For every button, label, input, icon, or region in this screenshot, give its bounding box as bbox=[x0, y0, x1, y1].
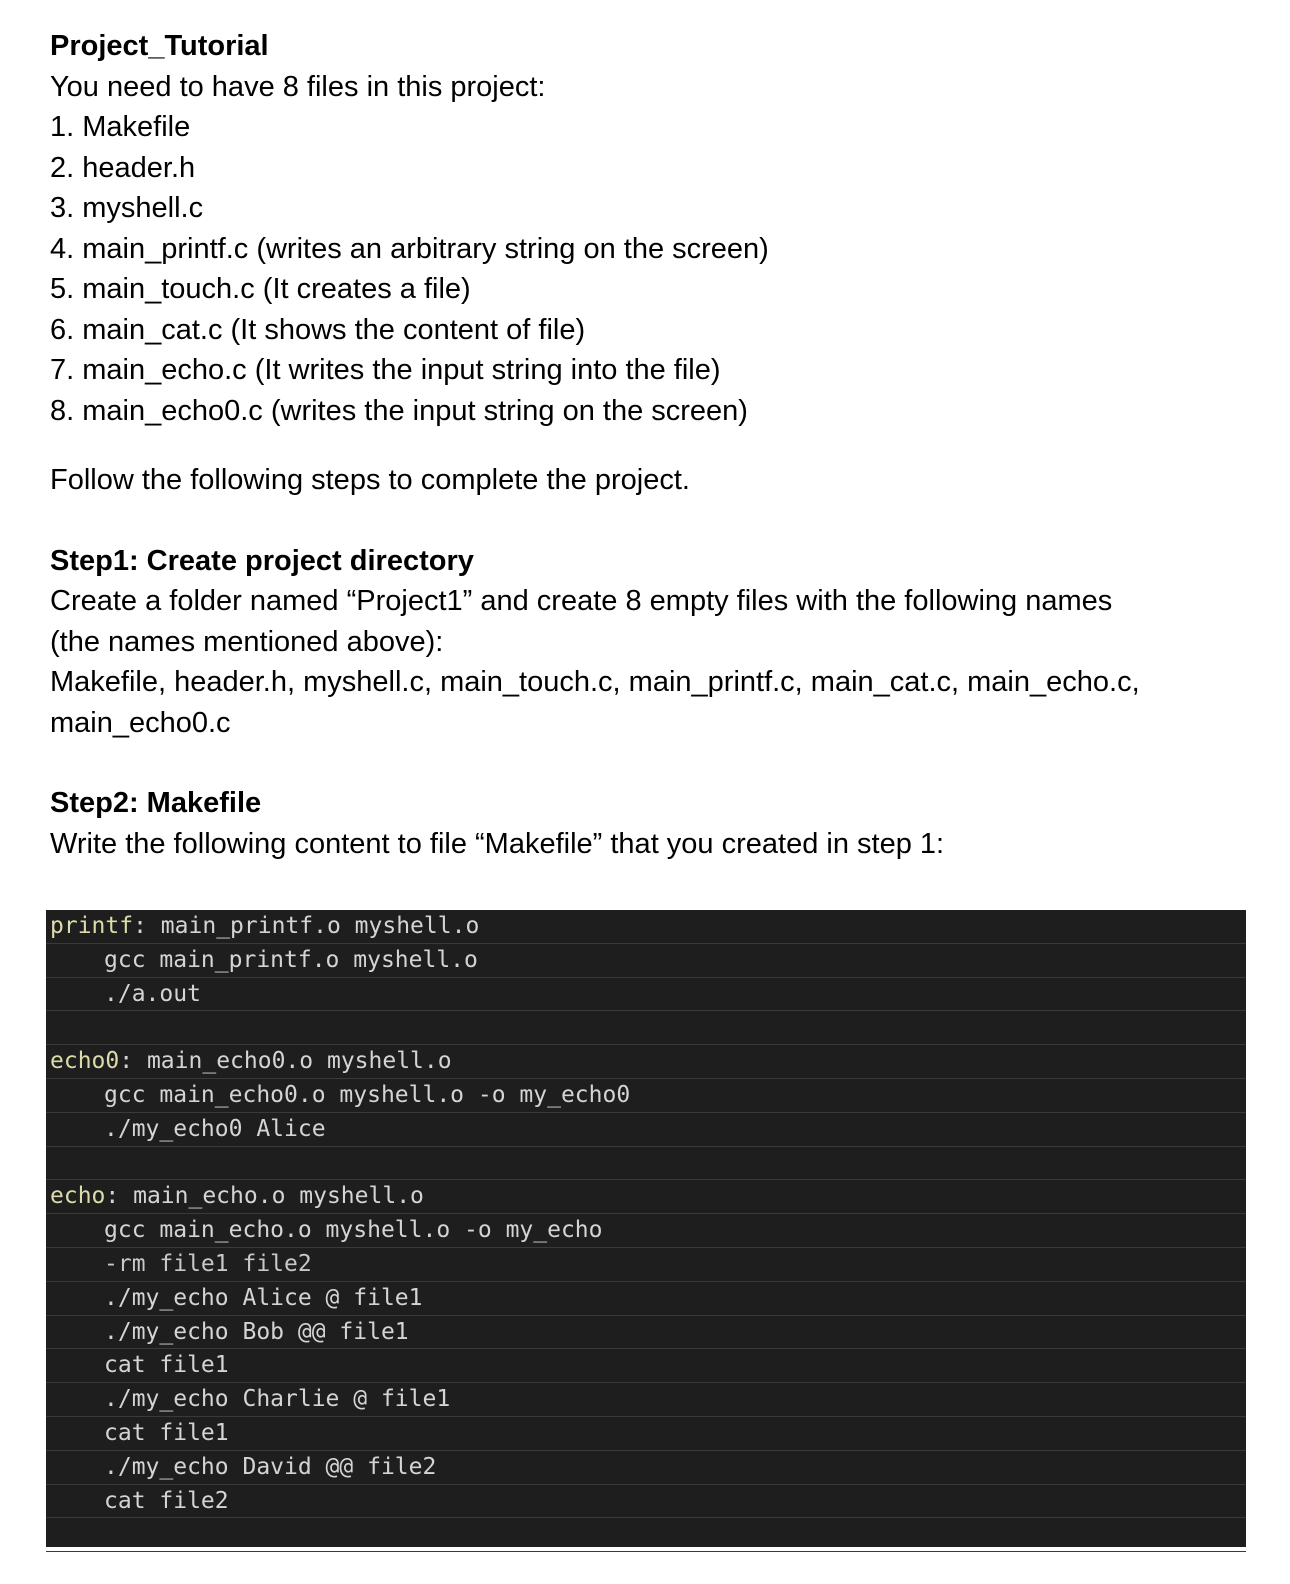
step1-text: Makefile, header.h, myshell.c, main_touch.c, main_printf.c, main_cat.c, main_echo.c, bbox=[50, 666, 1140, 698]
make-target-line: printf: main_printf.o myshell.o bbox=[46, 910, 1246, 944]
blank-code-line bbox=[46, 1147, 1246, 1181]
make-command-line: gcc main_printf.o myshell.o bbox=[46, 944, 1246, 978]
file-list-item: 6. main_cat.c (It shows the content of file) bbox=[50, 313, 586, 346]
file-list-item: 5. main_touch.c (It creates a file) bbox=[50, 273, 471, 305]
make-command-line: ./my_echo Bob @@ file1 bbox=[46, 1316, 1246, 1350]
make-command-line: ./my_echo David @@ file2 bbox=[46, 1451, 1246, 1485]
file-list-item: 4. main_printf.c (writes an arbitrary string on the screen) bbox=[50, 232, 769, 265]
make-target-line: echo: main_echo.o myshell.o bbox=[46, 1180, 1246, 1214]
step2-heading: Step2: Makefile bbox=[50, 787, 262, 819]
step1-text: Create a folder named “Project1” and create 8 empty files with the following names bbox=[50, 585, 1113, 617]
make-command-line: cat file1 bbox=[46, 1417, 1246, 1451]
step1-text: (the names mentioned above): bbox=[50, 625, 444, 658]
make-command-line: ./my_echo Charlie @ file1 bbox=[46, 1383, 1246, 1417]
step1-heading: Step1: Create project directory bbox=[50, 544, 474, 577]
make-target-deps: main_echo0.o myshell.o bbox=[133, 1048, 452, 1075]
make-command-line: gcc main_echo0.o myshell.o -o my_echo0 bbox=[46, 1079, 1246, 1113]
file-list-item: 2. header.h bbox=[50, 151, 196, 184]
make-command-line: ./a.out bbox=[46, 978, 1246, 1012]
document-body bbox=[50, 26, 1250, 864]
make-command-line: -rm file1 file2 bbox=[46, 1248, 1246, 1282]
file-list-item: 7. main_echo.c (It writes the input string into the file) bbox=[50, 354, 721, 386]
file-list-item: 8. main_echo0.c (writes the input string on the screen) bbox=[50, 394, 748, 427]
make-target-deps: main_printf.o myshell.o bbox=[146, 913, 480, 939]
make-command-line: cat file1 bbox=[46, 1349, 1246, 1383]
follow-instruction: Follow the following steps to complete the project. bbox=[50, 464, 690, 496]
make-target-line: echo0: main_echo0.o myshell.o bbox=[46, 1045, 1246, 1079]
makefile-code-block bbox=[46, 910, 1246, 1547]
intro-text: You need to have 8 files in this project: bbox=[50, 70, 546, 103]
blank-code-line bbox=[46, 1518, 1246, 1552]
make-command-line: ./my_echo0 Alice bbox=[46, 1113, 1246, 1147]
make-target-name: echo0 bbox=[50, 1048, 120, 1075]
make-command-line: cat file2 bbox=[46, 1485, 1246, 1519]
make-target-name: printf bbox=[50, 913, 134, 939]
make-target-deps: main_echo.o myshell.o bbox=[119, 1183, 424, 1210]
file-list-item: 1. Makefile bbox=[50, 111, 191, 143]
make-command-line: ./my_echo Alice @ file1 bbox=[46, 1282, 1246, 1316]
file-list-item: 3. myshell.c bbox=[50, 192, 204, 224]
step1-text: main_echo0.c bbox=[50, 706, 231, 739]
make-target-name: echo bbox=[50, 1183, 106, 1210]
step2-text: Write the following content to file “Makefile” that you created in step 1: bbox=[50, 827, 945, 860]
make-command-line: gcc main_echo.o myshell.o -o my_echo bbox=[46, 1214, 1246, 1248]
blank-code-line bbox=[46, 1011, 1246, 1045]
page-title: Project_Tutorial bbox=[50, 30, 269, 62]
